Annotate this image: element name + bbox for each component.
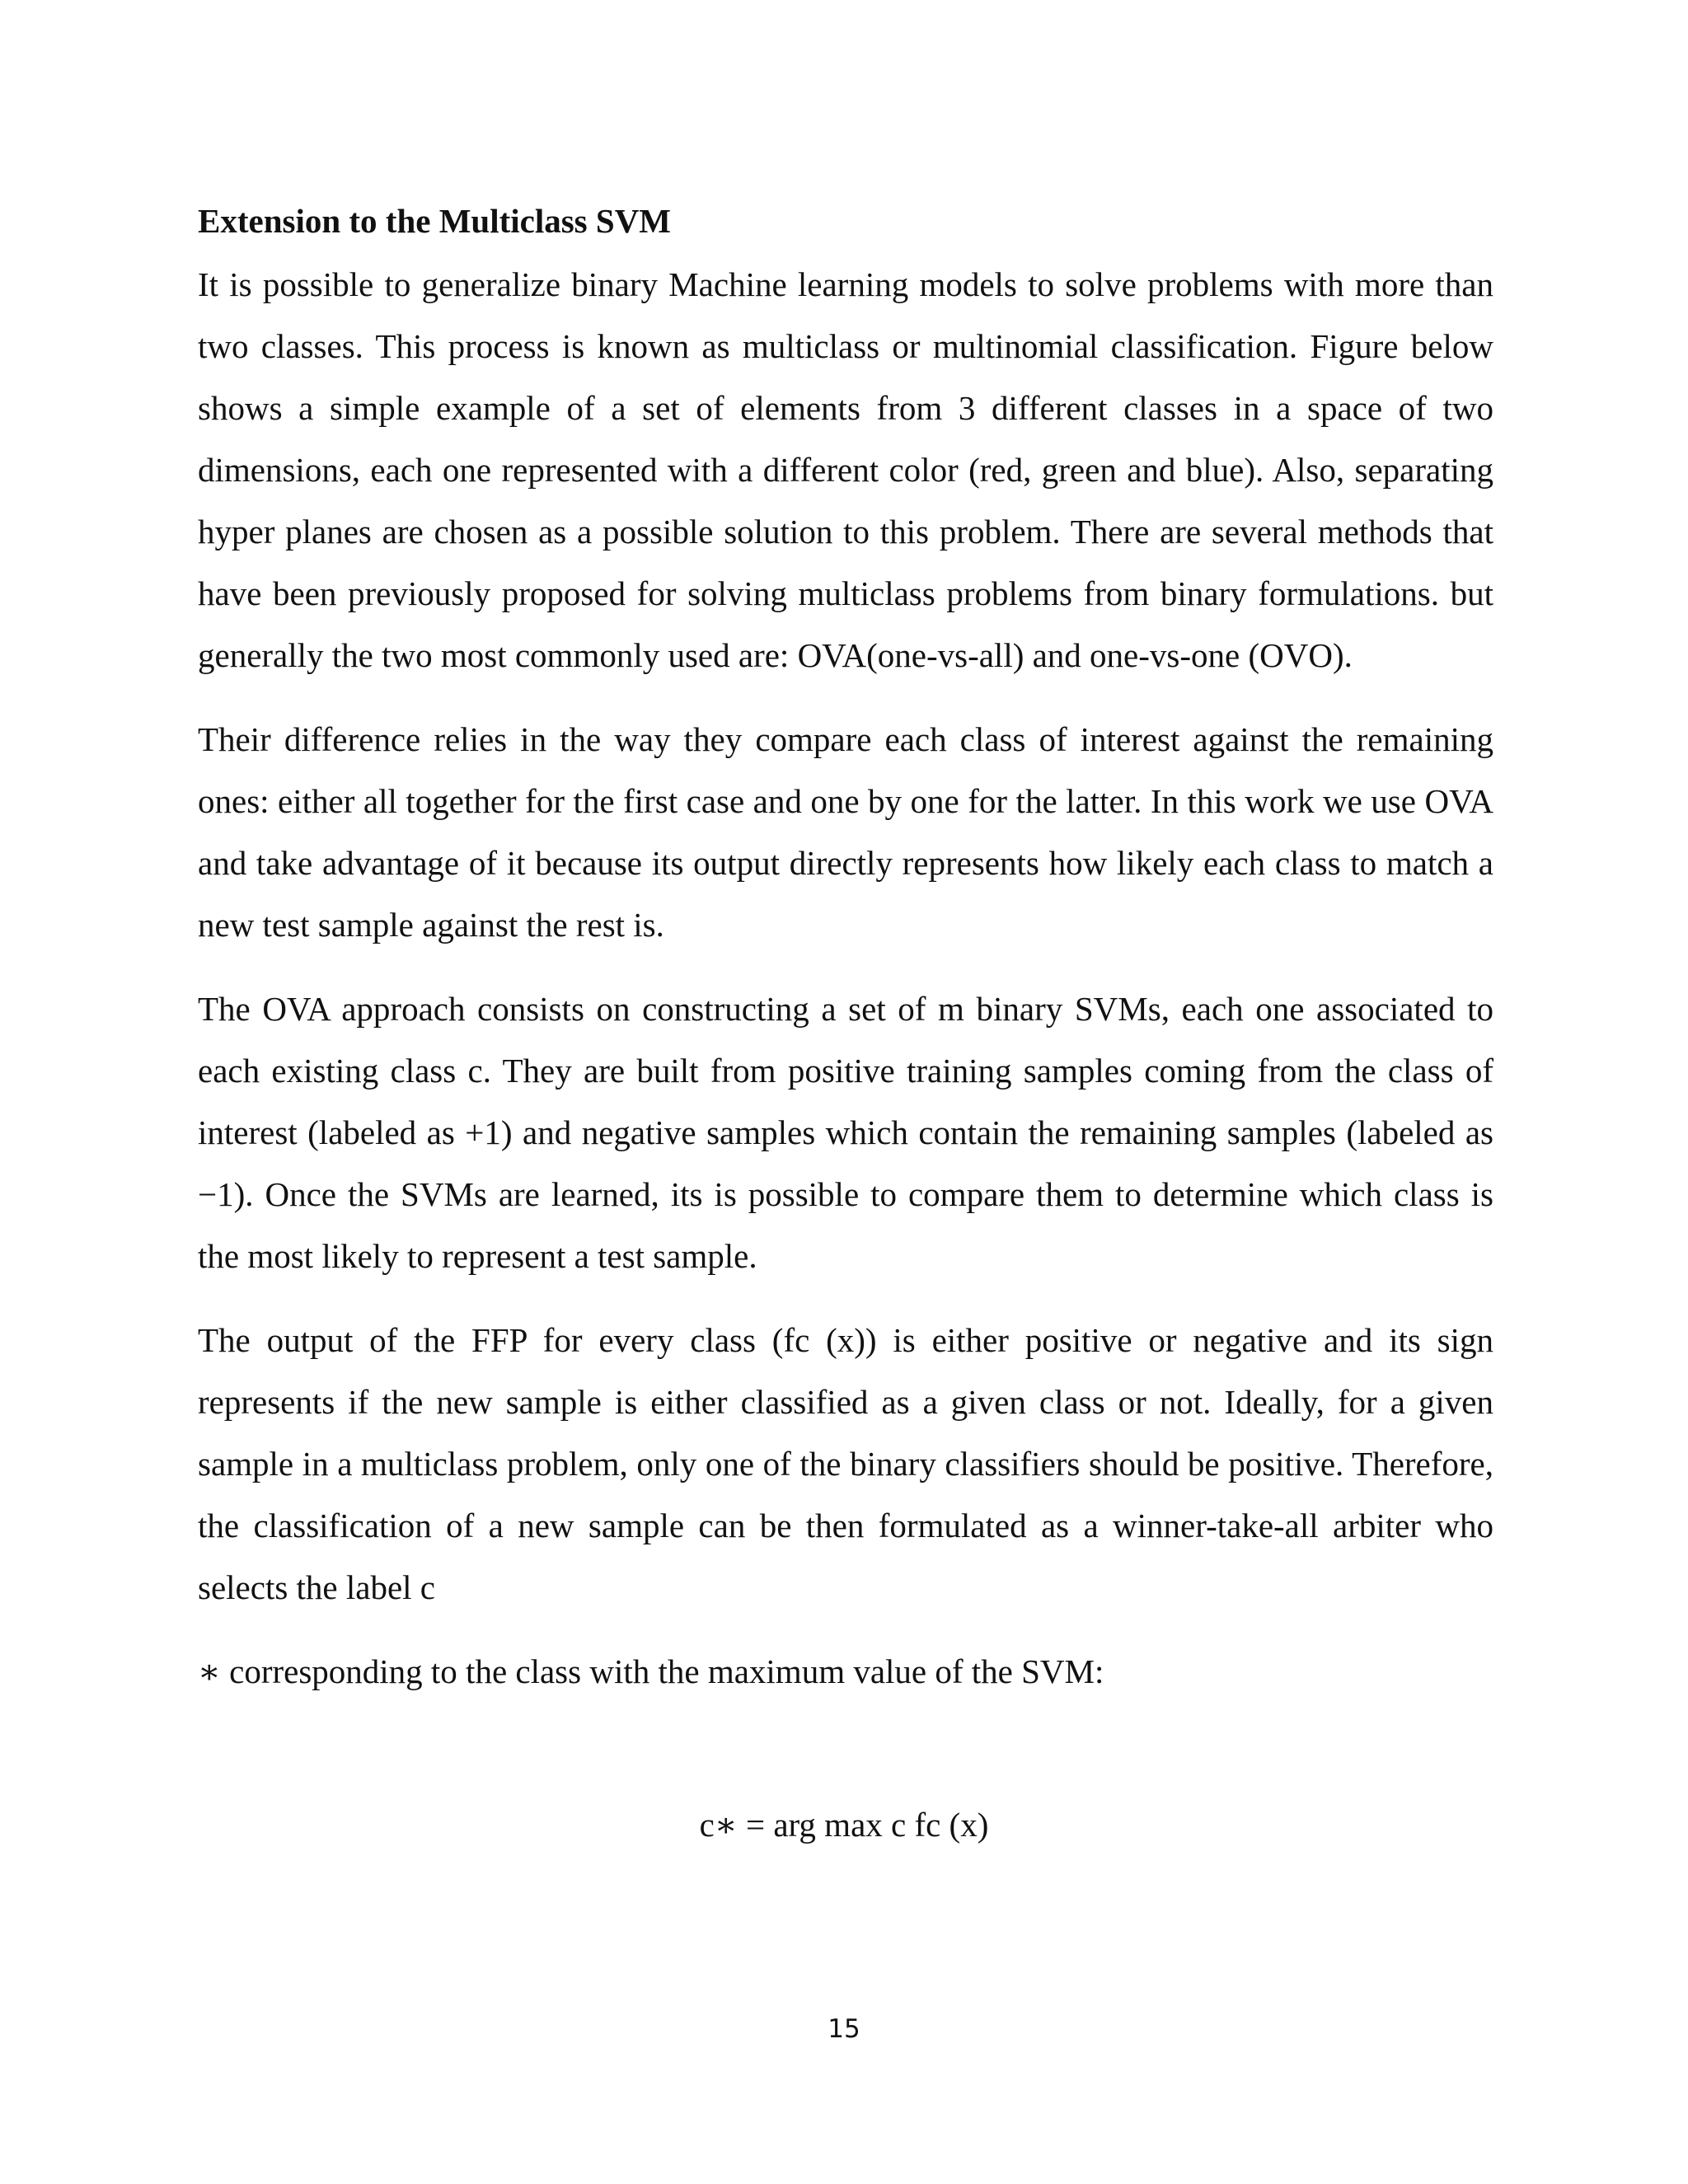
paragraph-1: It is possible to generalize binary Machine learning models to solve problems with more than two classes. This process is known as multiclass or multinomial classification. Figure below shows a simple example of a set of elements from 3 different classes in a space of two dimensions, each one represented with a different color (red, green and blue). Also, separating hyper planes are chosen as a possible solution to this problem. There are several methods that have been previously proposed for solving multiclass problems from binary formulations. but generally the two most commonly used are: OVA(one-vs-all) and one-vs-one (OVO). bbox=[198, 265, 1493, 674]
section-heading: Extension to the Multiclass SVM bbox=[198, 202, 671, 240]
paragraph-4: The output of the FFP for every class (fc (x)) is either positive or negative and its sign represents if the new sample is either classified as a given class or not. Ideally, for a given sample in a multiclass problem, only one of the binary classifiers should be positive. Therefore, the classification of a new sample can be then formulated as a winner-take-all arbiter who selects the label c bbox=[198, 1321, 1493, 1606]
argmax-formula: c∗ = arg max c fc (x) bbox=[699, 1806, 989, 1844]
paragraph-5: ∗ corresponding to the class with the maximum value of the SVM: bbox=[198, 1652, 1104, 1690]
paragraph-2: Their difference relies in the way they compare each class of interest against the remaining ones: either all together for the first case and one by one for the latter. In this work we use OVA and take advantage of it because its output directly represents how likely each class to match a new test sample against the rest is. bbox=[198, 720, 1493, 944]
page-number: 15 bbox=[828, 2014, 860, 2044]
paragraph-3: The OVA approach consists on constructing a set of m binary SVMs, each one associated to each existing class c. They are built from positive training samples coming from the class of interest (labeled as +1) and negative samples which contain the remaining samples (labeled as −1). Once the SVMs are learned, its is possible to compare them to determine which class is the most likely to represent a test sample. bbox=[198, 990, 1493, 1275]
document-body bbox=[198, 196, 1493, 1725]
